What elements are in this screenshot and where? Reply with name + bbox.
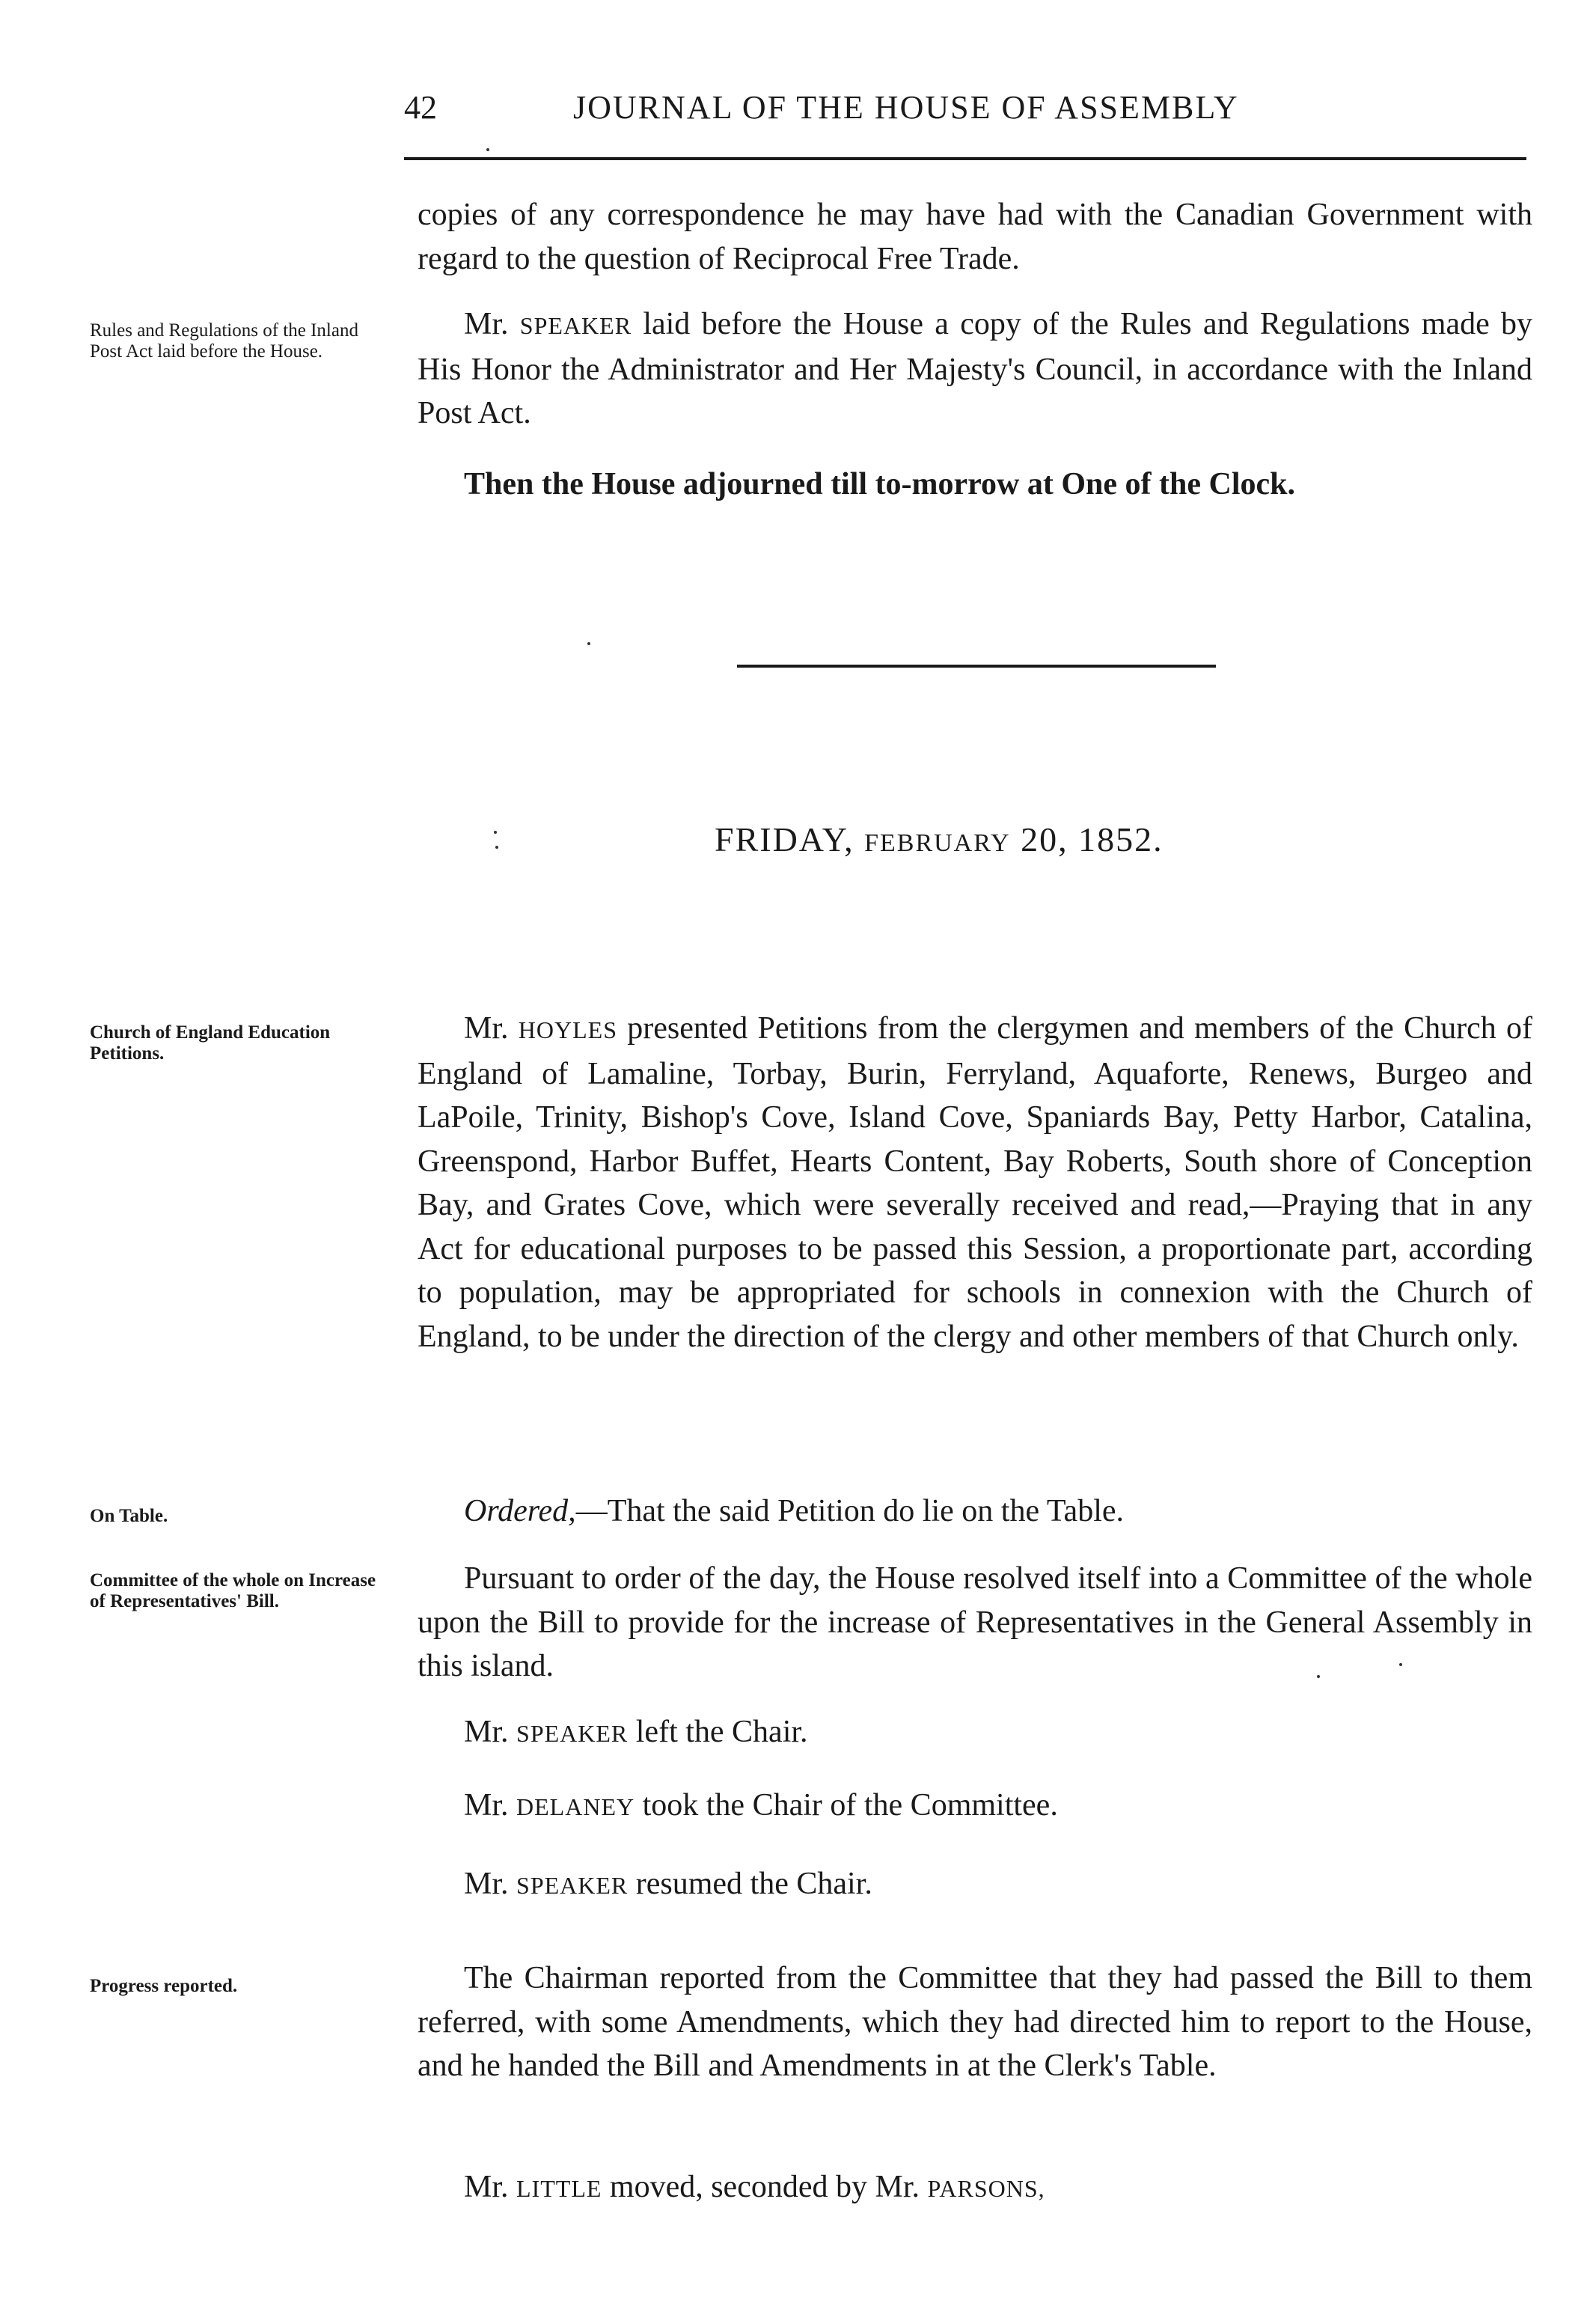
paragraph-delaney-chair [418,1784,1532,1829]
margin-note-progress: Progress reported. [90,1976,238,1996]
paragraph-text: presented Petitions from the clergymen and members of the Church of England of Lamaline, Torbay, Burin, Ferryland, Aquaforte, Renews, Burgeo and LaPoile, Trinity, Bishop's Cove, Island Cove, Spaniards Bay, Petty Harbor, Catalina, Greenspond, Harbor Buffet, Hearts Content, Bay Roberts, South shore of Conception Bay, and Grates Cove, which were severally received and read,—Praying that in any Act for educational purposes to be passed this Session, a proportionate part, according to population, may be appropriated for schools in connexion with the Church of England, to be under the direction of the clergy and other members of that Church only. [418,1011,1533,1354]
date-heading [715,820,1164,859]
scan-speck [486,148,489,151]
member-name: DELANEY [516,1793,635,1820]
paragraph-text: resumed the Chair. [635,1867,872,1901]
member-name: HOYLES [518,1016,618,1043]
member-name: SPEAKER [516,1720,629,1747]
paragraph-speaker-left [418,1710,1532,1756]
paragraph-rules-laid [418,302,1532,436]
margin-note-on-table: On Table. [90,1506,168,1526]
scan-speck [494,831,497,834]
honorific: Mr. [464,1788,509,1822]
member-name: SPEAKER [519,312,632,339]
paragraph-text: left the Chair. [635,1715,808,1749]
page-number: 42 [404,89,437,126]
date-day: FRIDAY, [715,820,854,858]
paragraph-committee: Pursuant to order of the day, the House resolved itself into a Committee of the whole upon the Bill to provide for the increase of Representatives in the General Assembly in this island. [418,1561,1532,1683]
paragraph-text: laid before the House a copy of the Rules and Regulations made by His Honor the Administrator and Her Majesty's Council, in accordance with the Inland Post Act. [418,307,1533,430]
section-rule [737,665,1216,668]
date-rest: 20, 1852. [1021,820,1164,858]
member-name: SPEAKER [516,1872,629,1899]
scan-speck [1399,1663,1402,1666]
paragraph-chairman-reported: The Chairman reported from the Committee that they had passed the Bill to them referred, with some Amendments, which they had directed him to report to the House, and he handed the Bill and Amendments in at the Clerk's Table. [418,1961,1532,2083]
scan-speck [495,846,498,849]
ordered-label: Ordered, [464,1494,576,1528]
honorific: Mr. [464,1011,509,1046]
paragraph-correspondence: copies of any correspondence he may have had with the Canadian Government with regard to the question of Reciprocal Free Trade. [418,198,1532,276]
paragraph-text: took the Chair of the Committee. [642,1788,1058,1822]
paragraph-speaker-resumed [418,1862,1532,1908]
honorific: Mr. [464,307,509,341]
scan-speck [1317,1675,1320,1678]
paragraph-little-moved [418,2165,1532,2211]
running-header [404,88,1556,133]
honorific: Mr. [464,1715,509,1749]
margin-note-petitions: Church of England Education Petitions. [90,1022,331,1064]
member-name: PARSONS, [927,2175,1045,2202]
scan-speck [587,642,590,645]
margin-note-committee: Committee of the whole on Increase of Representatives' Bill. [90,1570,376,1611]
paragraph-petitions [418,1007,1532,1358]
journal-title: JOURNAL OF THE HOUSE OF ASSEMBLY [573,89,1239,126]
header-rule [404,157,1526,160]
paragraph-text: —That the said Petition do lie on the Table. [575,1494,1125,1528]
date-month: FEBRUARY [864,829,1011,857]
honorific: Mr. [464,2170,509,2204]
margin-note-rules: Rules and Regulations of the Inland Post Act laid before the House. [90,320,358,362]
paragraph-ordered [418,1489,1532,1534]
paragraph-text: moved, seconded by Mr. [609,2170,920,2204]
paragraph-adjourned: Then the House adjourned till to-morrow at One of the Clock. [464,467,1296,501]
member-name: LITTLE [516,2175,602,2202]
honorific: Mr. [464,1867,509,1901]
